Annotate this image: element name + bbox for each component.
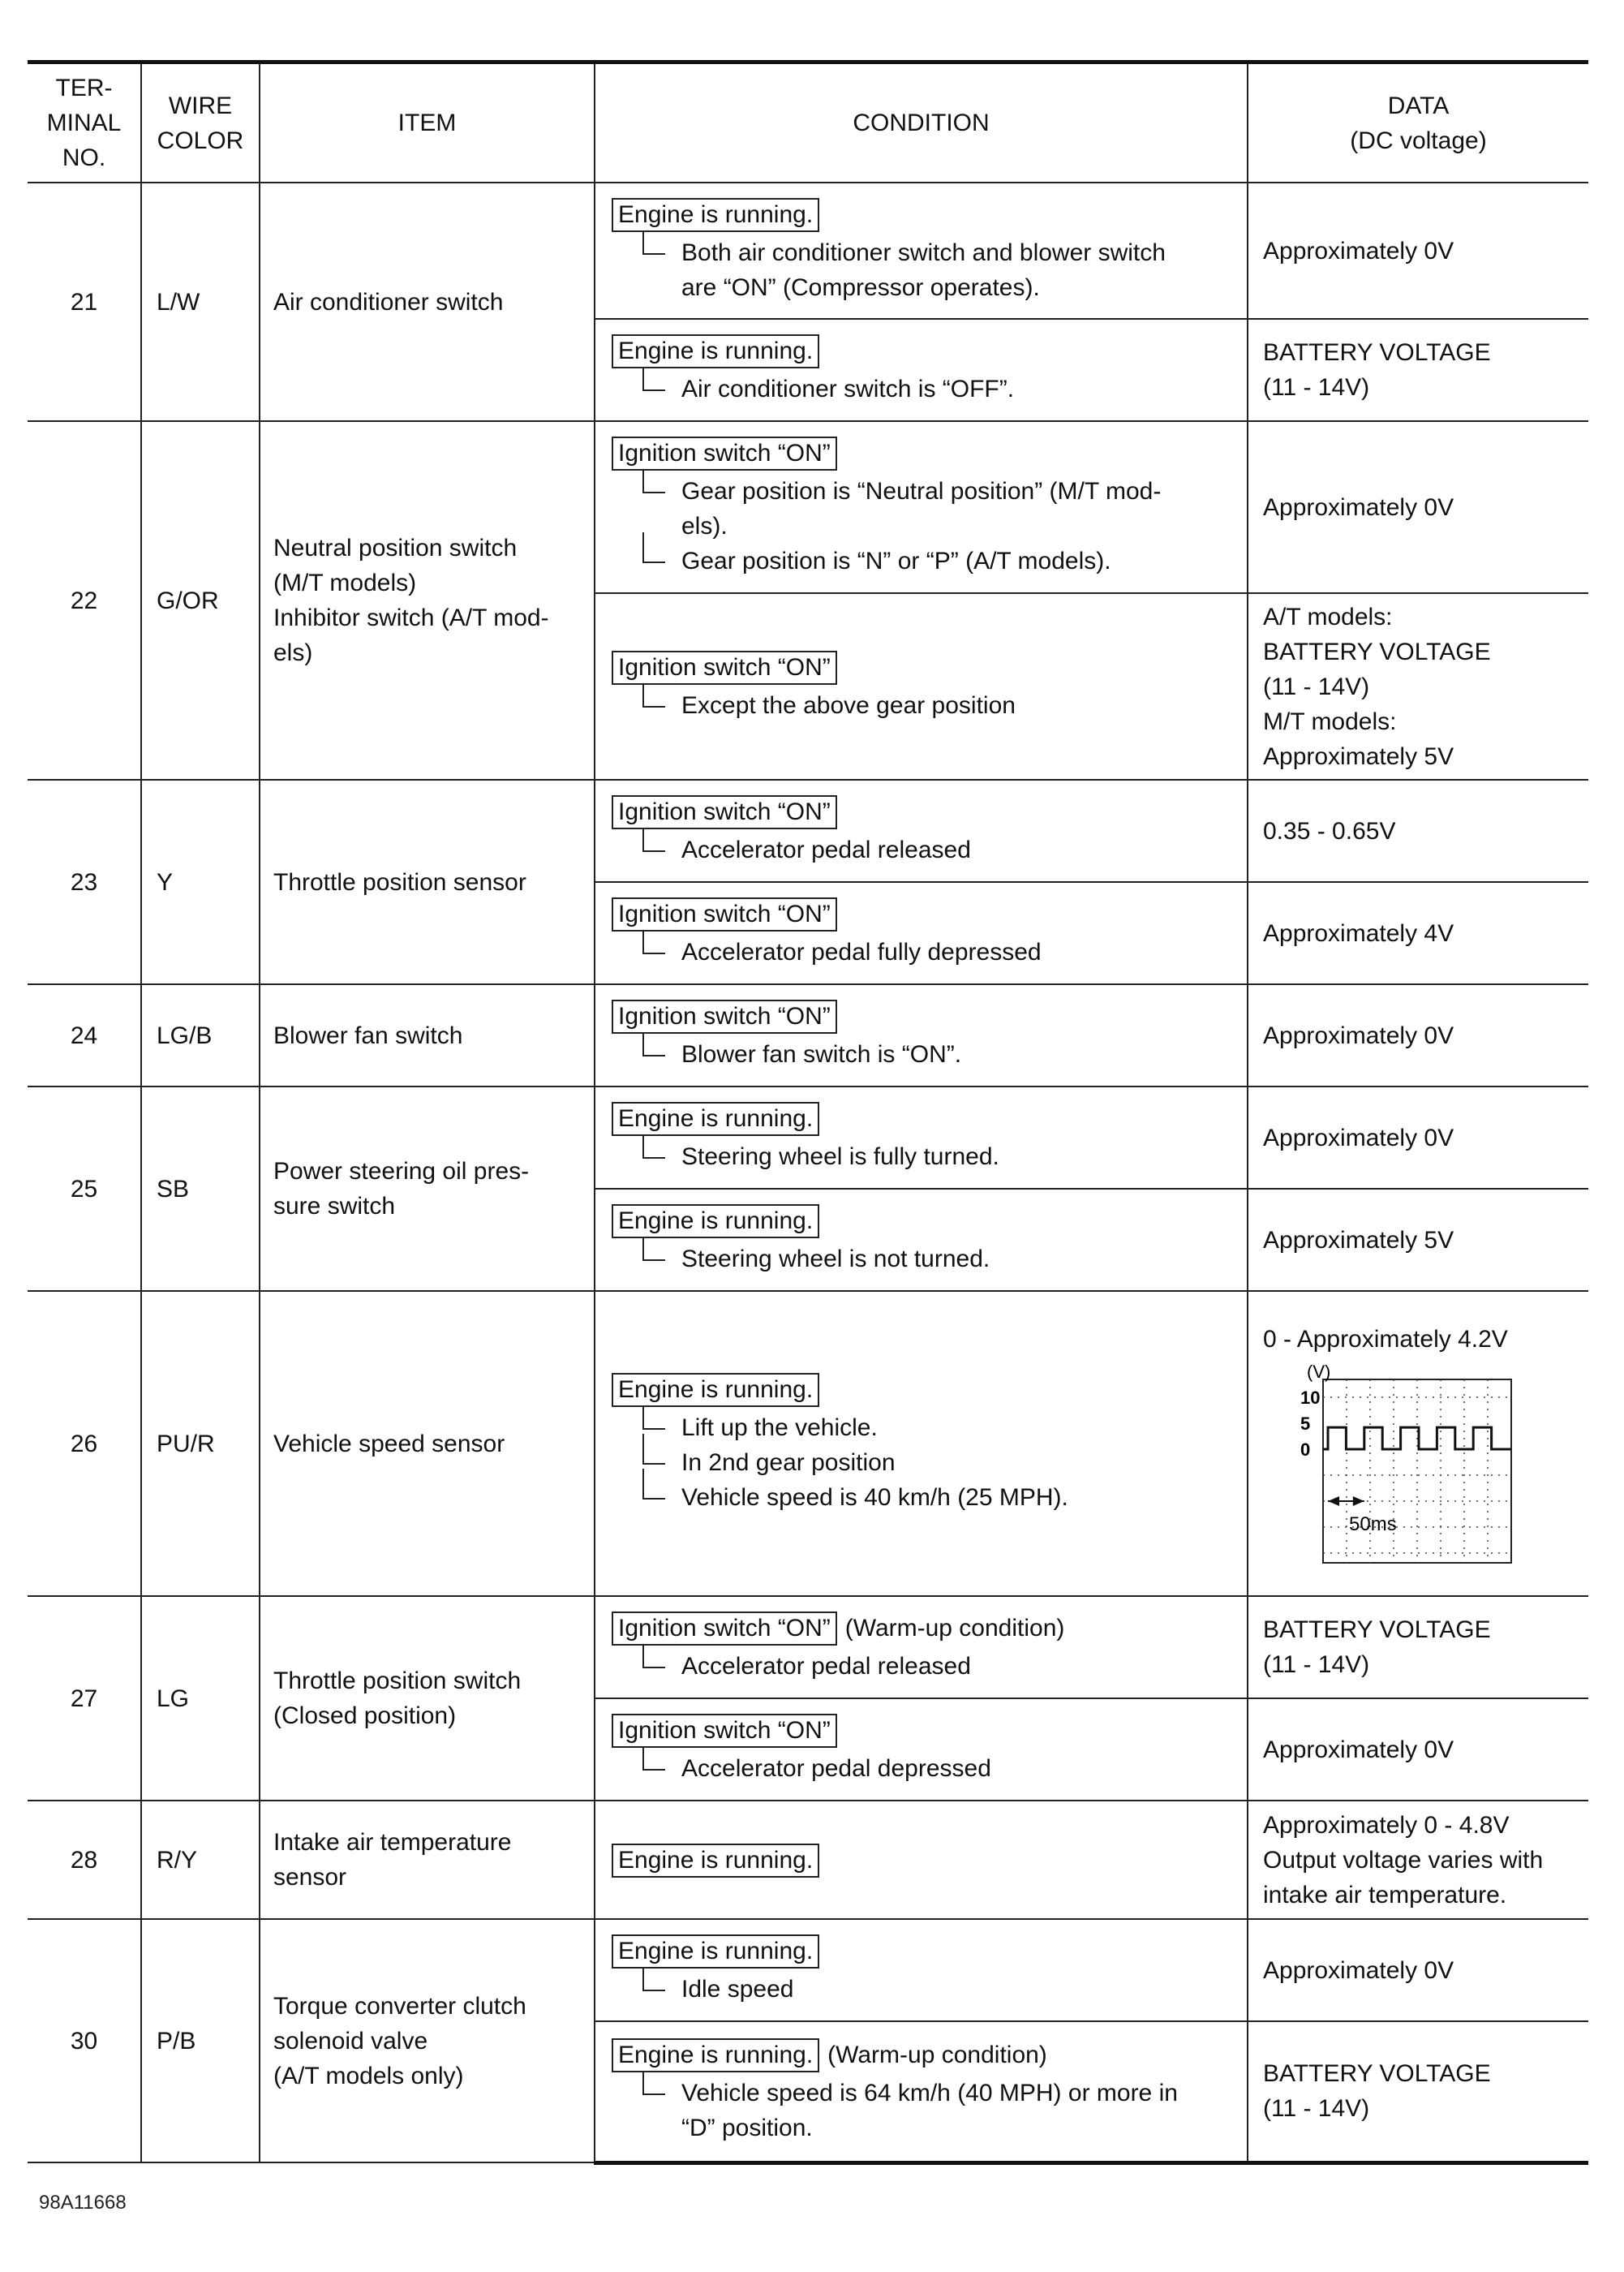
data-value: Approximately 0V — [1263, 1022, 1454, 1049]
table-row — [28, 1087, 1588, 1189]
condition-heading — [612, 650, 1235, 685]
condition-box: Engine is running. — [612, 198, 819, 232]
condition-substep: Idle speed — [631, 1972, 1235, 2007]
condition-substep: Steering wheel is fully turned. — [631, 1139, 1235, 1174]
data-cell — [1248, 2021, 1588, 2162]
condition-substeps — [631, 1410, 1235, 1515]
condition-substeps — [631, 688, 1235, 723]
data-cell — [1248, 780, 1588, 882]
data-cell — [1248, 1291, 1588, 1596]
condition-cell — [595, 421, 1248, 593]
wire-color: R/Y — [141, 1801, 260, 1919]
wire-color: LG — [141, 1596, 260, 1801]
condition-cell — [595, 1087, 1248, 1189]
terminal-number: 21 — [28, 183, 141, 421]
item-text: Power steering oil pres- sure switch — [273, 1158, 530, 1220]
data-cell — [1248, 593, 1588, 780]
condition-substeps — [631, 1139, 1235, 1174]
scope-tick-label: 10 — [1300, 1387, 1321, 1408]
scope-time-label: 50ms — [1349, 1513, 1397, 1535]
condition-substeps — [631, 1037, 1235, 1072]
table-row — [28, 984, 1588, 1087]
condition-box: Ignition switch “ON” — [612, 651, 837, 685]
data-value: BATTERY VOLTAGE (11 - 14V) — [1263, 2060, 1491, 2123]
condition-substep: Gear position is “N” or “P” (A/T models). — [631, 544, 1235, 579]
terminal-number: 27 — [28, 1596, 141, 1801]
condition-box: Engine is running. — [612, 2038, 819, 2072]
wire-color: Y — [141, 780, 260, 984]
condition-box: Engine is running. — [612, 1844, 819, 1878]
terminal-number: 22 — [28, 421, 141, 780]
terminal-table — [28, 60, 1588, 2165]
table-row — [28, 1919, 1588, 2021]
scope-unit-label: (V) — [1307, 1364, 1331, 1382]
arrow-right-icon — [1353, 1496, 1364, 1506]
data-cell — [1248, 984, 1588, 1087]
condition-box: Ignition switch “ON” — [612, 437, 837, 471]
table-row — [28, 1801, 1588, 1919]
terminal-number: 30 — [28, 1919, 141, 2162]
condition-note: (Warm-up condition) — [844, 1615, 1065, 1642]
data-cell — [1248, 882, 1588, 984]
condition-substep: Vehicle speed is 40 km/h (25 MPH). — [631, 1480, 1235, 1515]
condition-cell — [595, 183, 1248, 319]
data-value: Approximately 0V — [1263, 1956, 1454, 1984]
item-name — [260, 1596, 595, 1801]
data-cell — [1248, 1801, 1588, 1919]
condition-cell — [595, 593, 1248, 780]
data-value: 0 - Approximately 4.2V — [1263, 1325, 1508, 1353]
condition-cell — [595, 1291, 1248, 1596]
data-cell — [1248, 319, 1588, 421]
condition-box: Engine is running. — [612, 1102, 819, 1136]
condition-substep: Accelerator pedal released — [631, 833, 1235, 867]
condition-substeps — [631, 1241, 1235, 1276]
data-cell — [1248, 183, 1588, 319]
condition-substep: Accelerator pedal fully depressed — [631, 935, 1235, 970]
item-name — [260, 1291, 595, 1596]
condition-heading — [612, 1934, 1235, 1969]
oscilloscope-waveform — [1268, 1365, 1519, 1566]
condition-box: Ignition switch “ON” — [612, 1000, 837, 1034]
wire-color: LG/B — [141, 984, 260, 1087]
data-value: A/T models: BATTERY VOLTAGE (11 - 14V) M/T models: Approximately 5V — [1263, 603, 1491, 770]
condition-heading — [612, 1843, 1235, 1878]
condition-cell — [595, 1189, 1248, 1291]
item-text: Neutral position switch (M/T models) Inhibitor switch (A/T mod- els) — [273, 535, 549, 666]
item-text: Air conditioner switch — [273, 288, 504, 316]
condition-cell — [595, 1596, 1248, 1698]
condition-substeps — [631, 372, 1235, 407]
condition-note: (Warm-up condition) — [827, 2041, 1047, 2068]
data-value: Approximately 0V — [1263, 1124, 1454, 1151]
condition-heading — [612, 1611, 1235, 1646]
data-value: BATTERY VOLTAGE (11 - 14V) — [1263, 1616, 1491, 1678]
item-name — [260, 1087, 595, 1291]
condition-substep: Blower fan switch is “ON”. — [631, 1037, 1235, 1072]
condition-substep: Air conditioner switch is “OFF”. — [631, 372, 1235, 407]
condition-cell — [595, 2021, 1248, 2162]
arrow-left-icon — [1328, 1496, 1339, 1506]
data-cell — [1248, 1919, 1588, 2021]
condition-heading — [612, 1372, 1235, 1407]
item-name — [260, 183, 595, 421]
condition-substep: In 2nd gear position — [631, 1445, 1235, 1480]
condition-box: Ignition switch “ON” — [612, 1611, 837, 1646]
terminal-number: 28 — [28, 1801, 141, 1919]
item-text: Throttle position sensor — [273, 868, 526, 896]
condition-heading — [612, 436, 1235, 471]
condition-substep: Steering wheel is not turned. — [631, 1241, 1235, 1276]
condition-substep: Except the above gear position — [631, 688, 1235, 723]
terminal-number: 24 — [28, 984, 141, 1087]
condition-substeps — [631, 1972, 1235, 2007]
header-terminal: TER- MINAL NO. — [28, 62, 141, 183]
condition-cell — [595, 780, 1248, 882]
item-text: Intake air temperature sensor — [273, 1829, 512, 1891]
terminal-data-sheet — [28, 60, 1588, 2165]
item-text: Torque converter clutch solenoid valve (A/T models only) — [273, 1992, 526, 2089]
table-row — [28, 1291, 1588, 1596]
condition-substeps — [631, 2076, 1235, 2145]
condition-substep: Accelerator pedal released — [631, 1649, 1235, 1684]
table-row — [28, 421, 1588, 593]
condition-cell — [595, 1698, 1248, 1801]
header-data: DATA (DC voltage) — [1248, 62, 1588, 183]
condition-box: Engine is running. — [612, 334, 819, 368]
data-cell — [1248, 1189, 1588, 1291]
condition-cell — [595, 984, 1248, 1087]
data-cell — [1248, 421, 1588, 593]
item-name — [260, 1801, 595, 1919]
condition-substeps — [631, 474, 1235, 579]
condition-substeps — [631, 1751, 1235, 1786]
condition-substeps — [631, 833, 1235, 867]
condition-heading — [612, 794, 1235, 829]
header-row — [28, 62, 1588, 183]
wire-color: P/B — [141, 1919, 260, 2162]
condition-cell — [595, 1919, 1248, 2021]
scope-frame — [1323, 1379, 1511, 1563]
condition-box: Ignition switch “ON” — [612, 795, 837, 829]
condition-substeps — [631, 935, 1235, 970]
figure-code: 98A11668 — [39, 2192, 127, 2214]
scope-tick-label: 5 — [1300, 1413, 1311, 1434]
terminal-number: 25 — [28, 1087, 141, 1291]
wire-color: G/OR — [141, 421, 260, 780]
condition-box: Ignition switch “ON” — [612, 897, 837, 932]
condition-heading — [612, 197, 1235, 232]
condition-substeps — [631, 235, 1235, 305]
condition-box: Engine is running. — [612, 1934, 819, 1969]
condition-box: Engine is running. — [612, 1204, 819, 1238]
header-item: ITEM — [260, 62, 595, 183]
item-text: Throttle position switch (Closed position) — [273, 1667, 522, 1729]
item-name — [260, 421, 595, 780]
terminal-number: 23 — [28, 780, 141, 984]
condition-heading — [612, 333, 1235, 368]
condition-heading — [612, 1203, 1235, 1238]
wire-color: L/W — [141, 183, 260, 421]
header-wire-color: WIRE COLOR — [141, 62, 260, 183]
item-name — [260, 984, 595, 1087]
condition-substep: Lift up the vehicle. — [631, 1410, 1235, 1445]
condition-box: Ignition switch “ON” — [612, 1714, 837, 1748]
data-value: Approximately 0V — [1263, 493, 1454, 521]
data-value: Approximately 0 - 4.8V Output voltage varies with intake air temperature. — [1263, 1811, 1544, 1908]
condition-substep: Both air conditioner switch and blower switch are “ON” (Compressor operates). — [631, 235, 1235, 305]
condition-cell — [595, 882, 1248, 984]
data-value: Approximately 4V — [1263, 919, 1454, 947]
table-row — [28, 780, 1588, 882]
data-value: Approximately 0V — [1263, 1736, 1454, 1763]
data-value: BATTERY VOLTAGE (11 - 14V) — [1263, 339, 1491, 401]
item-text: Vehicle speed sensor — [273, 1430, 505, 1457]
condition-cell — [595, 319, 1248, 421]
item-text: Blower fan switch — [273, 1022, 463, 1049]
condition-heading — [612, 897, 1235, 932]
data-cell — [1248, 1596, 1588, 1698]
terminal-number: 26 — [28, 1291, 141, 1596]
data-value: 0.35 - 0.65V — [1263, 817, 1396, 845]
wire-color: SB — [141, 1087, 260, 1291]
condition-box: Engine is running. — [612, 1373, 819, 1407]
data-cell — [1248, 1087, 1588, 1189]
table-row — [28, 183, 1588, 319]
scope-tick-label: 0 — [1300, 1439, 1311, 1460]
condition-substeps — [631, 1649, 1235, 1684]
item-name — [260, 1919, 595, 2162]
table-row — [28, 1596, 1588, 1698]
header-condition: CONDITION — [595, 62, 1248, 183]
condition-heading — [612, 2037, 1235, 2072]
condition-substep: Vehicle speed is 64 km/h (40 MPH) or more in “D” position. — [631, 2076, 1235, 2145]
condition-heading — [612, 999, 1235, 1034]
condition-substep: Accelerator pedal depressed — [631, 1751, 1235, 1786]
data-value: Approximately 0V — [1263, 237, 1454, 265]
condition-substep: Gear position is “Neutral position” (M/T mod- els). — [631, 474, 1235, 544]
data-cell — [1248, 1698, 1588, 1801]
condition-cell — [595, 1801, 1248, 1919]
condition-heading — [612, 1713, 1235, 1748]
data-value: Approximately 5V — [1263, 1226, 1454, 1254]
condition-heading — [612, 1101, 1235, 1136]
wire-color: PU/R — [141, 1291, 260, 1596]
item-name — [260, 780, 595, 984]
